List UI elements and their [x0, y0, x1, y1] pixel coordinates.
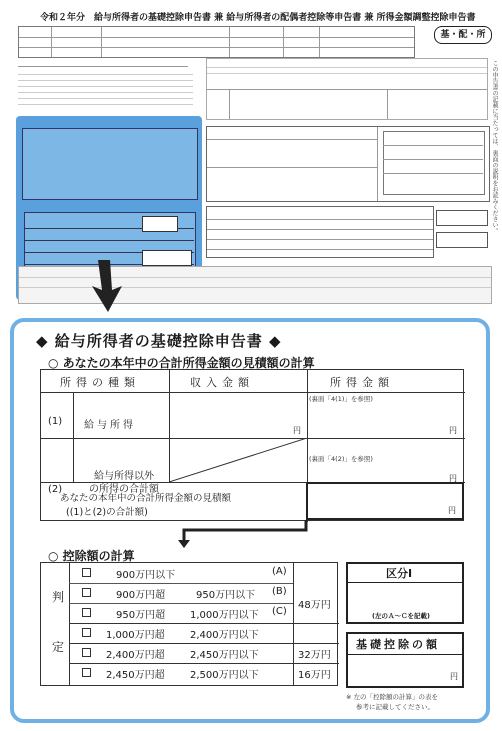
total-label-1: あなたの本年中の合計所得金額の見積額 [60, 493, 232, 504]
row-b-mark: (B) [272, 586, 287, 597]
amount-48: 48万円 [298, 600, 331, 611]
row1-income-unit: 円 [449, 426, 457, 435]
row2-income-unit: 円 [449, 474, 457, 483]
spouse-section-top [206, 58, 488, 120]
deduction-amount-boxes [436, 206, 488, 256]
row-f-to: 2,500万円以下 [190, 670, 259, 681]
row-a-mark: (A) [272, 566, 287, 577]
row-f-from: 2,450万円超 [106, 670, 165, 681]
footer-note-2: 参考に記載してください。 [356, 703, 434, 711]
row-c-from: 950万円超 [116, 610, 166, 621]
row2-ref: (裏面「4(2)」を参照) [309, 455, 373, 463]
row-c-mark: (C) [272, 606, 287, 617]
judgment-label-2: 定 [52, 640, 65, 654]
spouse-deduction-calc [206, 126, 490, 202]
row-c-to: 1,000万円以下 [190, 610, 259, 621]
total-unit: 円 [448, 506, 456, 515]
footer-note-1: ※ 左の「控除額の計算」の表を [346, 693, 439, 701]
row-b-to: 950万円以下 [196, 590, 256, 601]
header-income-amount: 所得金額 [330, 376, 394, 389]
row-b-from: 900万円超 [116, 590, 166, 601]
form-title: 令和２年分 給与所得者の基礎控除申告書 兼 給与所得者の配偶者控除等申告書 兼 所得金額調整控除申告書 [40, 13, 476, 23]
kubun-input[interactable] [356, 582, 456, 610]
row1-num: (1) [48, 416, 63, 427]
row2-label: 給与所得以外 の所得の合計額 [89, 471, 159, 495]
checkbox-row-a[interactable] [82, 568, 91, 577]
taxpayer-info-grid [18, 26, 415, 58]
total-income-input[interactable] [306, 482, 464, 520]
header-revenue: 収入金額 [190, 376, 254, 389]
notes-block [18, 60, 198, 112]
section2-title: ○ 控除額の計算 [48, 549, 135, 563]
kiso-unit: 円 [450, 672, 458, 681]
row-a-to: 900万円以下 [116, 570, 176, 581]
form-type-badge: 基・配・所 [434, 26, 492, 44]
row1-revenue-unit: 円 [293, 426, 301, 435]
checkbox-row-b[interactable] [82, 588, 91, 597]
spouse-deduction-table [206, 206, 434, 258]
checkbox-row-e[interactable] [82, 648, 91, 657]
row1-income-input[interactable] [307, 392, 463, 438]
down-arrow-icon [90, 256, 130, 316]
checkbox-row-f[interactable] [82, 668, 91, 677]
header-income-type: 所得の種類 [60, 376, 140, 389]
amount-16: 16万円 [298, 670, 331, 681]
checkbox-row-d[interactable] [82, 628, 91, 637]
row-e-to: 2,450万円以下 [190, 650, 259, 661]
row1-ref: (裏面「4(1)」を参照) [309, 395, 373, 403]
kiso-title: 基礎控除の額 [356, 638, 440, 651]
kubun-note: (左のＡ～Ｃを記載) [372, 612, 430, 620]
row-d-from: 1,000万円超 [106, 630, 165, 641]
row2-income-input[interactable] [307, 438, 463, 482]
judgment-label-1: 判 [52, 590, 65, 604]
row-e-from: 2,400万円超 [106, 650, 165, 661]
row-d-to: 2,400万円以下 [190, 630, 259, 641]
amount-32: 32万円 [298, 650, 331, 661]
side-note: この申告書の記載に当たっては、裏面の説明をお読みください。 [491, 60, 498, 234]
row1-revenue-input[interactable] [169, 392, 305, 438]
kubun-title: 区分Ⅰ [386, 567, 413, 580]
section1-title: ○ あなたの本年中の合計所得金額の見積額の計算 [48, 356, 315, 370]
zoom-title: ◆ 給与所得者の基礎控除申告書 ◆ [36, 332, 282, 350]
checkbox-row-c[interactable] [82, 608, 91, 617]
kiso-input[interactable] [350, 654, 460, 684]
total-label-2: ((1)と(2)の合計額) [66, 507, 148, 518]
row2-num: (2) [48, 484, 63, 495]
row1-label: 給与所得 [84, 420, 136, 431]
corner-arrow-icon [170, 518, 310, 548]
